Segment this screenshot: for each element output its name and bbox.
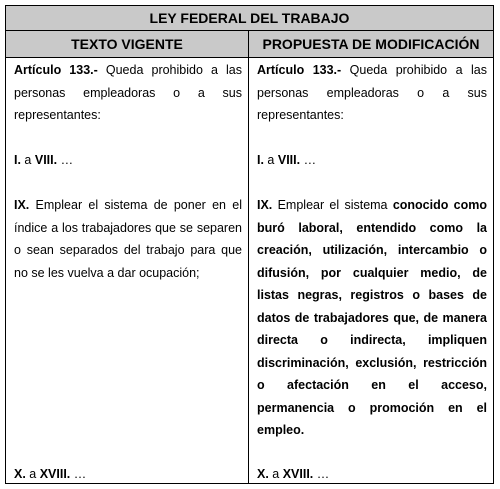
fractions-range-2: X. a XVIII. … [14,467,87,481]
fraction-ix: IX. Emplear el sistema de poner en el índice a los trabajadores que se separen o sean separados del trabajo para que no se les vuelva a dar ocupación; [14,198,242,280]
header-proposed-text: PROPUESTA DE MODIFICACIÓN [249,31,493,58]
fractions-range-2: X. a XVIII. … [257,467,330,481]
fractions-range-1: I. a VIII. … [257,153,317,167]
article-text: Queda prohibido a las personas empleadoras o a sus representantes: [14,63,243,122]
column-current-text [6,58,249,483]
article-text: Queda prohibido a las personas empleadoras o a sus representantes: [257,63,488,122]
column-proposed-text [249,58,493,483]
table-title: LEY FEDERAL DEL TRABAJO [6,6,493,31]
article-label: Artículo 133.- [14,63,98,77]
law-comparison-table [5,5,494,484]
article-paragraph [257,59,487,127]
fractions-range-1: I. a VIII. … [14,153,74,167]
proposed-addition: conocido como buró laboral, entendido como la creación, utilización, intercambio o difusión, por cualquier medio, de listas negras, registros o bases de datos de trabajadores que, de manera directa o indirecta, impliquen discriminación, exclusión, restricción o afectación en el acceso, permanencia o promoción en el empleo. [257,198,487,437]
fraction-ix: IX. Emplear el sistema conocido como buró laboral, entendido como la creación, utilización, intercambio o difusión, por cualquier medio, de listas negras, registros o bases de datos de trabajadores que, de manera directa o indirecta, impliquen discriminación, exclusión, restricción o afectación en el acceso, permanencia o promoción en el empleo. [257,198,487,437]
article-paragraph [14,59,242,127]
header-current-text: TEXTO VIGENTE [6,31,249,58]
article-label: Artículo 133.- [257,63,342,77]
